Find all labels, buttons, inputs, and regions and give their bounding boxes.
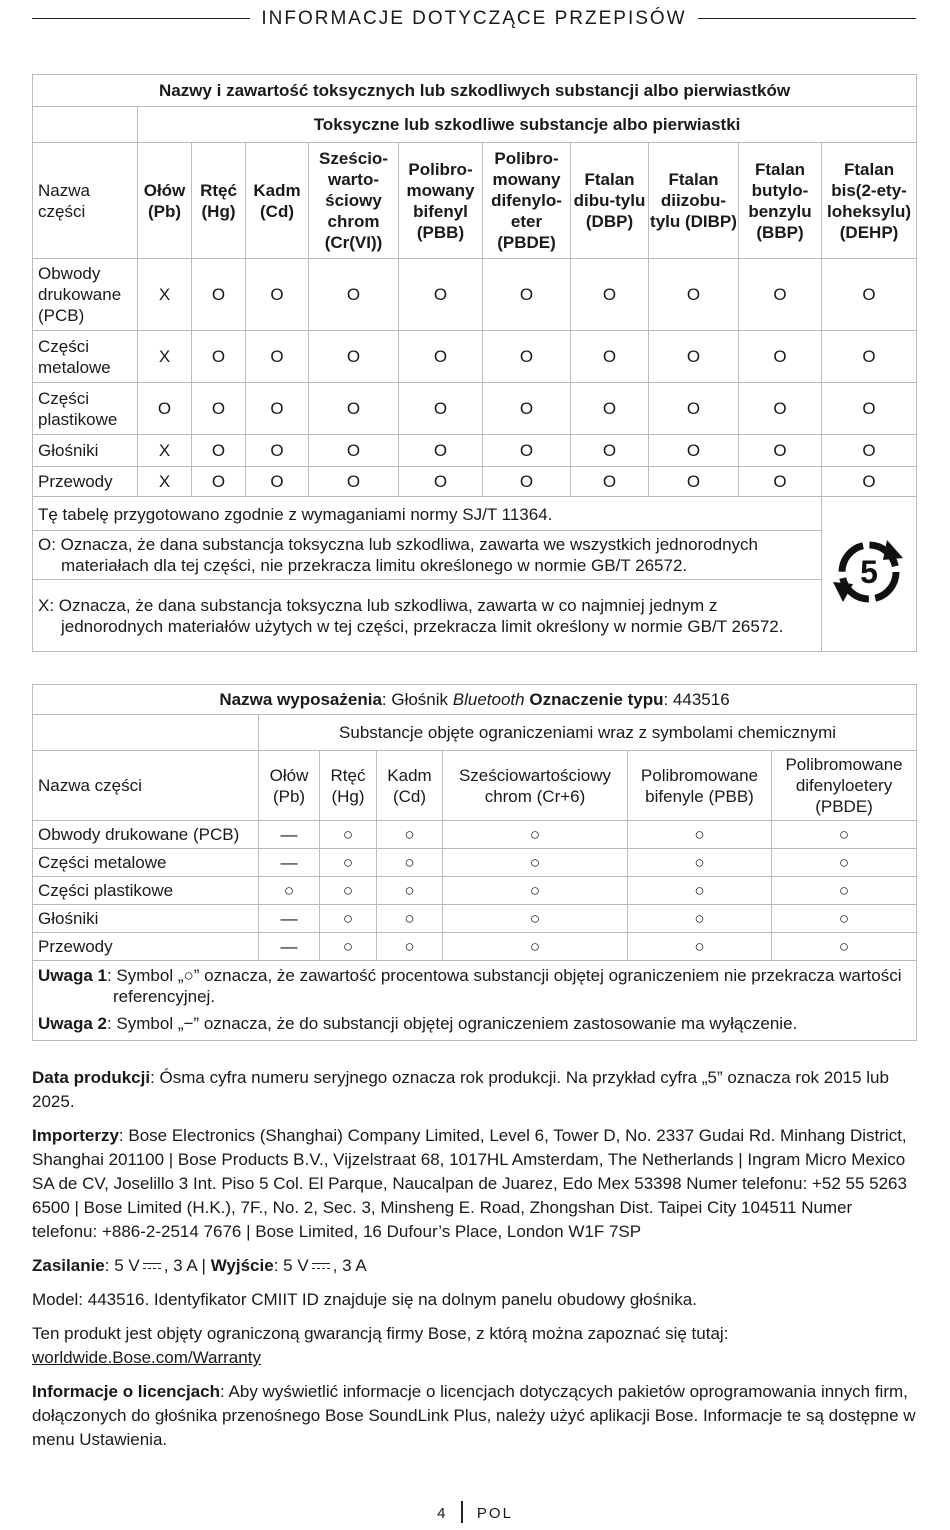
production-text: : Ósma cyfra numeru seryjnego oznacza rok produkcji. Na przykład cyfra „5” oznacza rok 2015 lub 2025. <box>32 1068 889 1111</box>
table2-cell: ○ <box>377 933 443 961</box>
note2-text: : Symbol „−” oznacza, że do substancji objętej ograniczeniem zastosowanie ma wyłączenie. <box>106 1014 798 1033</box>
table1-cell: O <box>399 383 483 435</box>
table1-cell: O <box>571 435 649 467</box>
table2-part-name: Głośniki <box>33 905 259 933</box>
table1-cell: O <box>483 331 571 383</box>
power-current: , 3 A | <box>163 1256 211 1275</box>
table2-row <box>33 849 917 877</box>
table1-row <box>33 331 917 383</box>
table1-column-header: Ftalan bis(2-ety-loheksylu) (DEHP) <box>822 143 917 259</box>
table2-part-name: Obwody drukowane (PCB) <box>33 821 259 849</box>
license-text: : Aby wyświetlić informacje o licencjach dotyczących pakietów oprogramowania innych firm, dołączonych do głośnika przenośnego Bose SoundLink Plus, należy użyć aplikacji Bose. Informacje te są dostępne w menu Ustawienia. <box>32 1382 916 1449</box>
table1-title: Nazwy i zawartość toksycznych lub szkodliwych substancji albo pierwiastków <box>33 75 917 107</box>
table2-cell: ○ <box>443 905 628 933</box>
table2-column-header: Kadm (Cd) <box>377 751 443 821</box>
table1-part-header: Nazwa części <box>33 143 138 259</box>
table1-cell: O <box>483 435 571 467</box>
table1-cell: O <box>309 467 399 497</box>
table2-cell: ○ <box>443 849 628 877</box>
table1-column-header: Ołów (Pb) <box>138 143 192 259</box>
equipment-italic: Bluetooth <box>452 690 525 709</box>
table1-note-o: O: Oznacza, że dana substancja toksyczna lub szkodliwa, zawarta we wszystkich jednorodnych materiałach dla tej części, nie przekracza limitu określonego w normie GB/T 26572. <box>33 531 822 580</box>
table1-cell: O <box>192 435 246 467</box>
efup-symbol <box>822 497 917 652</box>
table1-cell: O <box>246 331 309 383</box>
table1-cell: O <box>192 467 246 497</box>
note2-label: Uwaga 2 <box>38 1014 107 1033</box>
table2-part-name: Części plastikowe <box>33 877 259 905</box>
efup-number: 5 <box>860 553 878 590</box>
table1-cell: O <box>571 383 649 435</box>
table2-cell: ○ <box>377 849 443 877</box>
dc-symbol-icon <box>312 1261 330 1271</box>
power-paragraph <box>32 1254 916 1278</box>
importers-label: Importerzy <box>32 1126 119 1145</box>
table1-cell: O <box>822 467 917 497</box>
table2-cell: ○ <box>259 877 320 905</box>
table2-cell: ○ <box>443 821 628 849</box>
note1-text: : Symbol „○” oznacza, że zawartość procentowa substancji objętej ograniczeniem nie przekracza wartości referencyjnej. <box>106 966 902 1006</box>
table2-cell: ○ <box>377 877 443 905</box>
table1-cell: O <box>571 259 649 331</box>
table1-cell: O <box>483 383 571 435</box>
table1-cell: O <box>246 467 309 497</box>
table1-subheader: Toksyczne lub szkodliwe substancje albo pierwiastki <box>138 107 917 143</box>
equipment-value: : Głośnik <box>381 690 453 709</box>
table1-column-header: Ftalan dibu-tylu (DBP) <box>571 143 649 259</box>
table1-column-header: Kadm (Cd) <box>246 143 309 259</box>
table1-cell: O <box>739 259 822 331</box>
table2-cell: ○ <box>628 821 772 849</box>
output-label: Wyjście <box>210 1256 274 1275</box>
restricted-substances-table <box>32 684 917 1041</box>
table1-cell: O <box>822 435 917 467</box>
table2-row <box>33 821 917 849</box>
table1-cell: O <box>399 259 483 331</box>
table1-cell: O <box>822 383 917 435</box>
table1-row <box>33 259 917 331</box>
table1-cell: O <box>739 383 822 435</box>
table1-column-header: Ftalan diizobu-tylu (DIBP) <box>649 143 739 259</box>
table1-cell: X <box>138 435 192 467</box>
table2-column-header: Polibromowane difenyloetery (PBDE) <box>772 751 917 821</box>
table1-column-header: Polibro-mowany bifenyl (PBB) <box>399 143 483 259</box>
table2-cell: ○ <box>320 933 377 961</box>
table2-column-header: Rtęć (Hg) <box>320 751 377 821</box>
table2-blank-cell <box>33 715 259 751</box>
table2-part-header: Nazwa części <box>33 751 259 821</box>
footer-divider <box>461 1501 463 1523</box>
license-paragraph <box>32 1380 916 1452</box>
recycle-5-icon <box>829 532 909 612</box>
table1-column-header: Sześcio-warto-ściowy chrom (Cr(VI)) <box>309 143 399 259</box>
table1-cell: O <box>246 259 309 331</box>
table1-cell: O <box>399 435 483 467</box>
table1-part-name: Przewody <box>33 467 138 497</box>
table2-cell: ○ <box>320 877 377 905</box>
table2-column-header: Ołów (Pb) <box>259 751 320 821</box>
table1-cell: O <box>192 259 246 331</box>
license-label: Informacje o licencjach <box>32 1382 221 1401</box>
page-number: 4 <box>437 1504 448 1522</box>
table2-cell: ○ <box>320 849 377 877</box>
table1-cell: O <box>246 435 309 467</box>
table2-notes <box>33 961 917 1041</box>
table2-cell: ○ <box>320 821 377 849</box>
importers-text: : Bose Electronics (Shanghai) Company Limited, Level 6, Tower D, No. 2337 Gudai Rd. Minhang District, Shanghai 201100 | Bose Products B.V., Vijzelstraat 68, 1017HL Amsterdam, The Netherlands | Ingram Micro Mexico SA de CV, Joselillo 3 Int. Piso 5 Col. El Parque, Naucalpan de Juarez, Edo Mex 53398 Numer telefonu: +52 55 5263 6500 | Bose Limited (H.K.), 7F., No. 2, Sec. 3, Minsheng E. Road, Zhongshan Dist. Taipei City 104511 Numer telefonu: +886-2-2514 7676 | Bose Limited, 16 Dufour’s Place, London W1F 7SP <box>32 1126 907 1241</box>
table1-cell: X <box>138 467 192 497</box>
language-code: POL <box>476 1504 513 1522</box>
table1-column-header: Rtęć (Hg) <box>192 143 246 259</box>
table1-cell: O <box>309 383 399 435</box>
table2-cell: ○ <box>443 933 628 961</box>
table2-cell: ○ <box>443 877 628 905</box>
table1-cell: O <box>483 467 571 497</box>
table1-cell: O <box>649 467 739 497</box>
page-title: INFORMACJE DOTYCZĄCE PRZEPISÓW <box>253 8 694 29</box>
table1-row <box>33 383 917 435</box>
table2-column-header: Polibromowane bifenyle (PBB) <box>628 751 772 821</box>
page-header <box>32 5 916 31</box>
table1-cell: O <box>649 331 739 383</box>
table1-note-x: X: Oznacza, że dana substancja toksyczna lub szkodliwa, zawarta w co najmniej jednym z jednorodnych materiałów użytych w tej części, przekracza limit określony w normie GB/T 26572. <box>33 580 822 652</box>
warranty-link[interactable]: worldwide.Bose.com/Warranty <box>32 1348 261 1367</box>
production-paragraph <box>32 1066 916 1114</box>
table2-cell: ○ <box>628 849 772 877</box>
table2-cell: ○ <box>772 821 917 849</box>
table2-cell: — <box>259 821 320 849</box>
table2-cell: — <box>259 849 320 877</box>
table1-note-standard: Tę tabelę przygotowano zgodnie z wymaganiami normy SJ/T 11364. <box>33 497 822 531</box>
equipment-label: Nazwa wyposażenia <box>219 690 382 709</box>
table1-cell: O <box>649 383 739 435</box>
table2-note1 <box>38 965 911 1007</box>
warranty-paragraph <box>32 1322 916 1370</box>
table1-part-name: Części plastikowe <box>33 383 138 435</box>
table2-cell: ○ <box>772 877 917 905</box>
table2-cell: — <box>259 933 320 961</box>
table2-row <box>33 905 917 933</box>
table1-cell: O <box>649 435 739 467</box>
table2-cell: ○ <box>320 905 377 933</box>
table2-row <box>33 877 917 905</box>
table1-cell: O <box>309 331 399 383</box>
table2-subheader: Substancje objęte ograniczeniami wraz z symbolami chemicznymi <box>259 715 917 751</box>
table1-cell: O <box>483 259 571 331</box>
table1-cell: O <box>309 259 399 331</box>
toxic-substances-table <box>32 74 917 652</box>
table1-cell: O <box>571 331 649 383</box>
table2-part-name: Części metalowe <box>33 849 259 877</box>
table1-cell: O <box>739 331 822 383</box>
dc-symbol-icon <box>143 1261 161 1271</box>
output-value: : 5 V <box>273 1256 309 1275</box>
table1-cell: O <box>399 331 483 383</box>
table2-cell: ○ <box>377 905 443 933</box>
type-value: : 443516 <box>663 690 730 709</box>
table1-cell: O <box>399 467 483 497</box>
type-label: Oznaczenie typu <box>529 690 664 709</box>
table1-cell: O <box>739 435 822 467</box>
table2-row <box>33 933 917 961</box>
page-footer <box>0 1503 950 1525</box>
table1-cell: O <box>739 467 822 497</box>
table1-cell: O <box>192 331 246 383</box>
table2-cell: ○ <box>772 849 917 877</box>
table2-cell: ○ <box>628 905 772 933</box>
note1-label: Uwaga 1 <box>38 966 107 985</box>
output-current: , 3 A <box>332 1256 367 1275</box>
table1-cell: O <box>246 383 309 435</box>
table1-cell: O <box>192 383 246 435</box>
table2-cell: ○ <box>377 821 443 849</box>
info-section <box>32 1066 916 1462</box>
table1-cell: O <box>822 331 917 383</box>
table1-part-name: Części metalowe <box>33 331 138 383</box>
table1-cell: O <box>138 383 192 435</box>
table1-part-name: Głośniki <box>33 435 138 467</box>
production-label: Data produkcji <box>32 1068 151 1087</box>
table2-cell: ○ <box>772 905 917 933</box>
table1-cell: X <box>138 259 192 331</box>
table1-cell: O <box>649 259 739 331</box>
table1-cell: O <box>309 435 399 467</box>
model-paragraph: Model: 443516. Identyfikator CMIIT ID znajduje się na dolnym panelu obudowy głośnika. <box>32 1290 697 1309</box>
warranty-text: Ten produkt jest objęty ograniczoną gwarancją firmy Bose, z którą można zapoznać się tutaj: <box>32 1324 729 1343</box>
power-label: Zasilanie <box>32 1256 105 1275</box>
table2-cell: — <box>259 905 320 933</box>
table2-cell: ○ <box>628 877 772 905</box>
power-value: : 5 V <box>104 1256 140 1275</box>
equipment-row <box>33 685 917 715</box>
table2-column-header: Sześciowartościowy chrom (Cr+6) <box>443 751 628 821</box>
table1-row <box>33 435 917 467</box>
table1-cell: O <box>571 467 649 497</box>
table1-blank-cell <box>33 107 138 143</box>
table2-cell: ○ <box>628 933 772 961</box>
importers-paragraph <box>32 1124 916 1244</box>
table1-column-header: Polibro-mowany difenylo-eter (PBDE) <box>483 143 571 259</box>
table1-part-name: Obwody drukowane (PCB) <box>33 259 138 331</box>
table2-part-name: Przewody <box>33 933 259 961</box>
table1-column-header: Ftalan butylo-benzylu (BBP) <box>739 143 822 259</box>
table1-row <box>33 467 917 497</box>
table1-cell: O <box>822 259 917 331</box>
table2-note2 <box>38 1013 911 1040</box>
table2-cell: ○ <box>772 933 917 961</box>
table1-cell: X <box>138 331 192 383</box>
